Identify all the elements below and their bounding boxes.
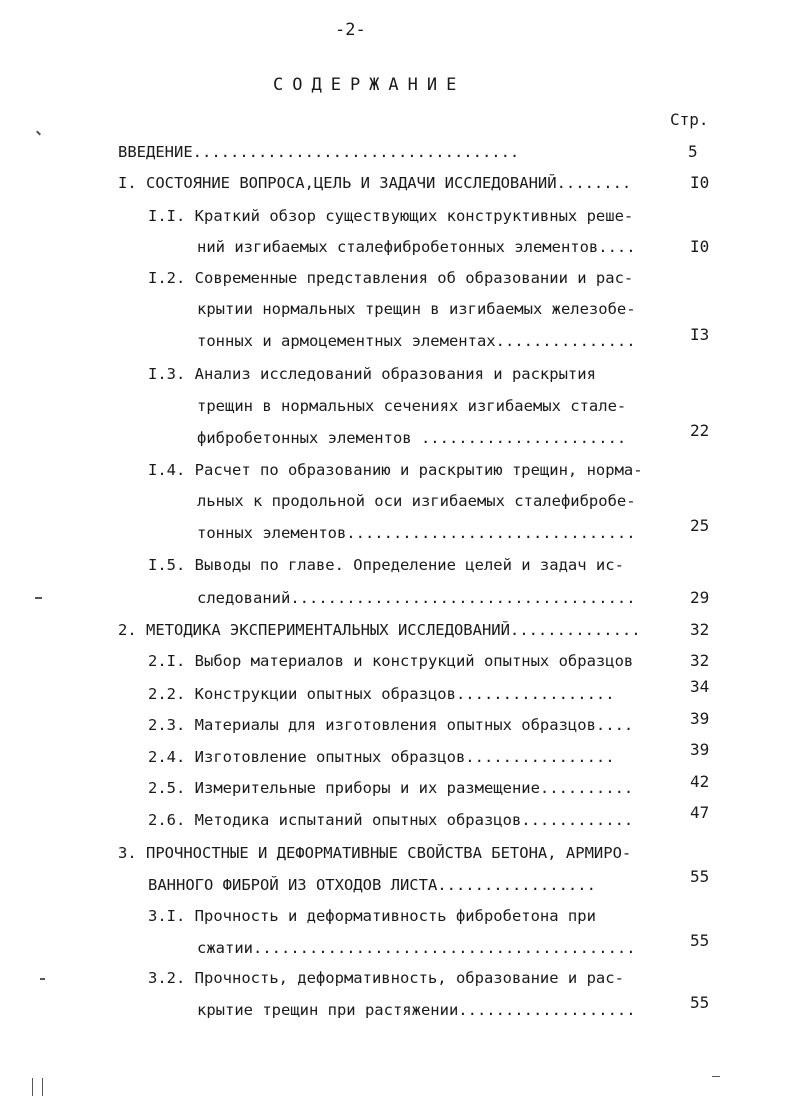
toc-page-number: I0 (690, 237, 710, 256)
toc-line: I.I. Краткий обзор существующих конструктивных реше- (148, 207, 634, 225)
toc-page-number: 55 (690, 993, 710, 1012)
toc-page-number: 5 (688, 142, 698, 161)
toc-line: трещин в нормальных сечениях изгибаемых стале- (197, 397, 627, 415)
page-number: -2- (335, 20, 366, 40)
toc-page-number: I3 (690, 325, 710, 344)
page-column-label: Стр. (670, 110, 709, 129)
toc-line: 2.2. Конструкции опытных образцов................. (148, 685, 615, 703)
toc-page-number: 29 (690, 588, 710, 607)
scan-mark (42, 1078, 43, 1096)
toc-line: 2.3. Материалы для изготовления опытных образцов.... (148, 716, 634, 734)
toc-line: крытии нормальных трещин в изгибаемых железобе- (197, 300, 636, 318)
toc-page-number: 47 (690, 803, 710, 822)
toc-line: фибробетонных элементов ...................... (197, 429, 627, 447)
toc-line: льных к продольной оси изгибаемых сталефибробе- (197, 492, 636, 510)
toc-page-number: 55 (690, 867, 710, 886)
toc-line: I.2. Современные представления об образовании и рас- (148, 269, 634, 287)
toc-page-number: 22 (690, 421, 710, 440)
toc-page-number: 32 (690, 651, 710, 670)
toc-page-number: 25 (690, 516, 710, 535)
toc-line: I.4. Расчет по образованию и раскрытию трещин, норма- (148, 461, 643, 479)
scan-mark (40, 978, 45, 980)
scan-mark (35, 597, 42, 599)
toc-line: следований..................................... (197, 589, 636, 607)
toc-line: 2.5. Измерительные приборы и их размещение.......... (148, 779, 634, 797)
toc-line: 2. МЕТОДИКА ЭКСПЕРИМЕНТАЛЬНЫХ ИССЛЕДОВАНИЙ.............. (118, 621, 641, 639)
toc-line: 2.I. Выбор материалов и конструкций опытных образцов (148, 652, 634, 670)
toc-line: I.5. Выводы по главе. Определение целей и задач ис- (148, 556, 624, 574)
toc-page-number: 39 (690, 709, 710, 728)
toc-line: I.3. Анализ исследований образования и раскрытия (148, 365, 596, 383)
toc-line: ВВЕДЕНИЕ................................... (118, 143, 520, 161)
toc-page-number: 34 (690, 677, 710, 696)
scan-mark (36, 131, 41, 136)
toc-line: 3.I. Прочность и деформативность фибробетона при (148, 907, 596, 925)
scan-mark (712, 1076, 720, 1077)
toc-line: 3. ПРОЧНОСТНЫЕ И ДЕФОРМАТИВНЫЕ СВОЙСТВА БЕТОНА, АРМИРО- (118, 844, 632, 862)
scan-mark (32, 1078, 33, 1096)
toc-line: 3.2. Прочность, деформативность, образование и рас- (148, 969, 624, 987)
toc-page-number: 42 (690, 772, 710, 791)
toc-page-number: 55 (690, 931, 710, 950)
toc-line: тонных элементов............................... (197, 524, 636, 542)
toc-line: 2.4. Изготовление опытных образцов................ (148, 748, 615, 766)
toc-page-number: I0 (690, 173, 710, 192)
toc-line: ВАННОГО ФИБРОЙ ИЗ ОТХОДОВ ЛИСТА................. (148, 876, 596, 894)
toc-line: тонных и армоцементных элементах............... (197, 332, 636, 350)
toc-page-number: 39 (690, 740, 710, 759)
toc-line: крытие трещин при растяжении................... (197, 1001, 636, 1019)
toc-title: СОДЕРЖАНИЕ (273, 75, 466, 95)
toc-line: 2.6. Методика испытаний опытных образцов............ (148, 811, 634, 829)
toc-page-number: 32 (690, 620, 710, 639)
toc-line: ний изгибаемых сталефибробетонных элементов.... (197, 238, 636, 256)
toc-line: сжатии......................................... (197, 939, 636, 957)
toc-line: I. СОСТОЯНИЕ ВОПРОСА,ЦЕЛЬ И ЗАДАЧИ ИССЛЕДОВАНИЙ........ (118, 174, 632, 192)
